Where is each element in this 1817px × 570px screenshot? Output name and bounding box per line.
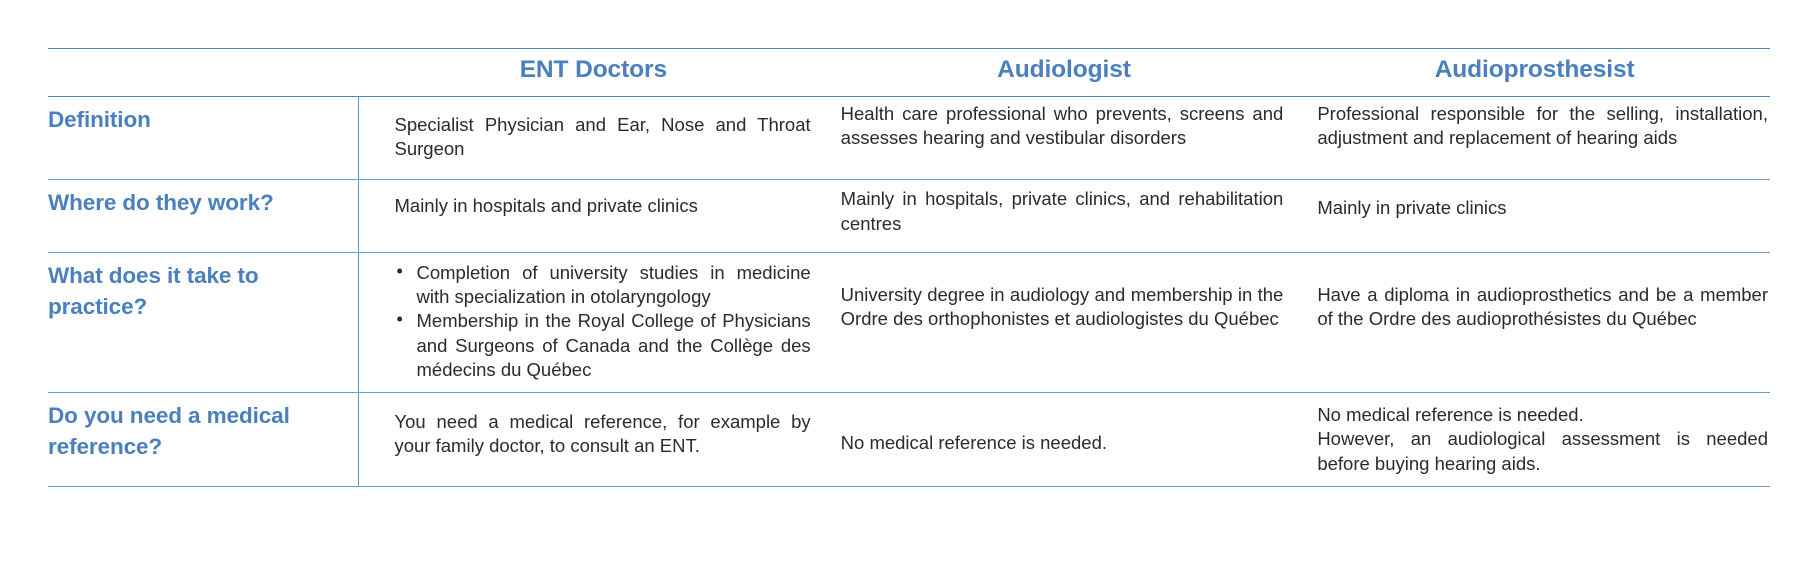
table-body xyxy=(48,97,1770,487)
cell-what-takes-audioprosthesist xyxy=(1299,252,1770,392)
cell-content xyxy=(1299,393,1770,486)
row-label-text: Where do they work? xyxy=(48,190,274,216)
list-item: • Membership in the Royal College of Physicians and Surgeons of Canada and the Collège des médecins du Québec xyxy=(395,309,811,382)
table-row xyxy=(48,393,1770,487)
column-header-label: ENT Doctors xyxy=(519,56,667,83)
cell-where-work-ent xyxy=(358,180,829,252)
cell-text: Mainly in hospitals, private clinics, and rehabilitation centres xyxy=(840,188,1284,234)
row-label-text: What does it take to practice? xyxy=(48,262,259,319)
row-label-medical-reference xyxy=(48,393,358,487)
cell-content xyxy=(359,253,829,392)
column-header-audiologist xyxy=(829,49,1300,97)
requirement-list xyxy=(395,261,811,382)
row-label-definition xyxy=(48,97,358,180)
cell-where-work-audioprosthesist xyxy=(1299,180,1770,252)
cell-text: University degree in audiology and membership in the Ordre des orthophonistes et audiologistes du Québec xyxy=(840,283,1284,330)
cell-definition-audioprosthesist xyxy=(1299,97,1770,180)
cell-text: No medical reference is needed. xyxy=(840,432,1108,454)
table-header-row xyxy=(48,49,1770,97)
cell-medical-reference-ent xyxy=(358,393,829,487)
cell-text: Mainly in hospitals and private clinics xyxy=(394,195,698,217)
row-label-text: Do you need a medical reference? xyxy=(48,403,290,459)
row-label-what-takes xyxy=(48,252,358,392)
column-header-ent xyxy=(358,49,829,97)
table-row xyxy=(48,252,1770,392)
cell-text: Health care professional who prevents, screens and assesses hearing and vestibular disorders xyxy=(840,103,1284,149)
cell-text-line-1: No medical reference is needed. xyxy=(1317,404,1584,426)
cell-what-takes-ent xyxy=(358,252,829,392)
list-item: • Completion of university studies in medicine with specialization in otolaryngology xyxy=(395,261,811,309)
table-header xyxy=(48,49,1770,97)
column-header-label: Audioprosthesist xyxy=(1434,56,1635,83)
cell-text: You need a medical reference, for example by your family doctor, to consult an ENT. xyxy=(394,411,811,457)
cell-text: Professional responsible for the selling, installation, adjustment and replacement of hearing aids xyxy=(1317,103,1768,149)
cell-where-work-audiologist xyxy=(829,180,1300,252)
column-header-audioprosthesist xyxy=(1299,49,1770,97)
cell-text: Specialist Physician and Ear, Nose and Throat Surgeon xyxy=(394,114,811,160)
row-label-text: Definition xyxy=(48,107,151,132)
table-row xyxy=(48,180,1770,252)
cell-definition-ent xyxy=(358,97,829,180)
cell-definition-audiologist xyxy=(829,97,1300,180)
profession-comparison-table xyxy=(48,48,1770,487)
cell-text: Have a diploma in audioprosthetics and be a member of the Ordre des audioprothésistes du Québec xyxy=(1317,283,1768,330)
table-corner-cell xyxy=(48,49,358,97)
cell-what-takes-audiologist xyxy=(829,252,1300,392)
row-label-where-work xyxy=(48,180,358,252)
cell-medical-reference-audioprosthesist xyxy=(1299,393,1770,487)
cell-text: Mainly in private clinics xyxy=(1317,197,1507,219)
column-header-label: Audiologist xyxy=(997,56,1131,83)
table-row xyxy=(48,97,1770,180)
cell-medical-reference-audiologist xyxy=(829,393,1300,487)
cell-text-line-2: However, an audiological assessment is needed before buying hearing aids. xyxy=(1317,428,1768,474)
